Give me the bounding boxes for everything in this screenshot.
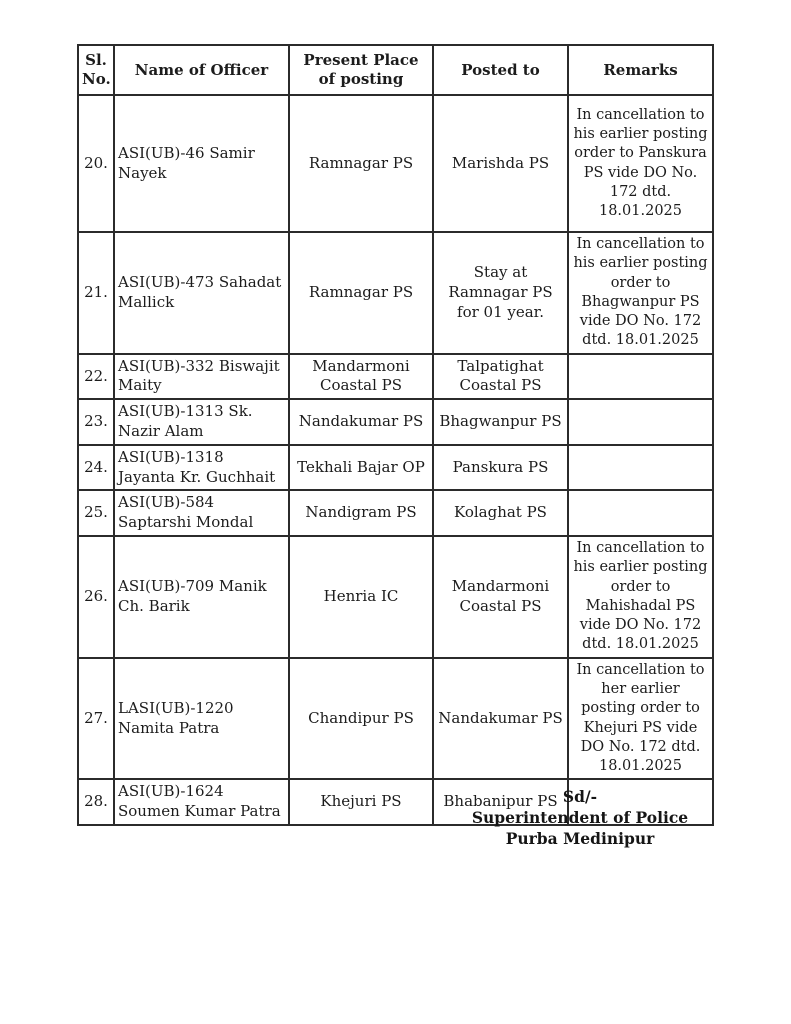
table-header (78, 45, 713, 95)
cell-posted-to: Bhagwanpur PS (433, 399, 568, 445)
cell-officer-name: ASI(UB)-709 Manik Ch. Barik (114, 536, 289, 658)
table-row (78, 95, 713, 232)
cell-sl-no: 21. (78, 232, 114, 354)
header-row (78, 45, 713, 95)
table-row (78, 445, 713, 491)
cell-officer-name: ASI(UB)-1313 Sk. Nazir Alam (114, 399, 289, 445)
cell-present-posting: Chandipur PS (289, 658, 433, 780)
signature-block (450, 786, 710, 849)
cell-officer-name: ASI(UB)-1624 Soumen Kumar Patra (114, 779, 289, 825)
cell-present-posting: Khejuri PS (289, 779, 433, 825)
cell-posted-to: Marishda PS (433, 95, 568, 232)
cell-officer-name: ASI(UB)-46 Samir Nayek (114, 95, 289, 232)
table-body (78, 95, 713, 825)
header-present-posting: Present Place of posting (289, 45, 433, 95)
cell-remarks: In cancellation to his earlier posting order to Panskura PS vide DO No. 172 dtd. 18.01.2025 (568, 95, 713, 232)
cell-sl-no: 27. (78, 658, 114, 780)
table-row (78, 232, 713, 354)
cell-sl-no: 24. (78, 445, 114, 491)
cell-posted-to: Stay at Ramnagar PS for 01 year. (433, 232, 568, 354)
cell-present-posting: Nandigram PS (289, 490, 433, 536)
header-remarks: Remarks (568, 45, 713, 95)
cell-posted-to: Nandakumar PS (433, 658, 568, 780)
cell-present-posting: Nandakumar PS (289, 399, 433, 445)
cell-sl-no: 22. (78, 354, 114, 400)
cell-officer-name: LASI(UB)-1220 Namita Patra (114, 658, 289, 780)
cell-sl-no: 20. (78, 95, 114, 232)
cell-posted-to: Mandarmoni Coastal PS (433, 536, 568, 658)
cell-sl-no: 25. (78, 490, 114, 536)
signature-sd: Sd/- (562, 787, 598, 806)
cell-remarks: In cancellation to her earlier posting order to Khejuri PS vide DO No. 172 dtd. 18.01.2025 (568, 658, 713, 780)
cell-remarks: In cancellation to his earlier posting order to Mahishadal PS vide DO No. 172 dtd. 18.01.2025 (568, 536, 713, 658)
cell-posted-to: Panskura PS (433, 445, 568, 491)
cell-remarks (568, 445, 713, 491)
cell-sl-no: 26. (78, 536, 114, 658)
cell-posted-to: Kolaghat PS (433, 490, 568, 536)
cell-remarks (568, 354, 713, 400)
header-posted-to: Posted to (433, 45, 568, 95)
cell-remarks (568, 399, 713, 445)
table-row (78, 399, 713, 445)
cell-officer-name: ASI(UB)-584 Saptarshi Mondal (114, 490, 289, 536)
cell-present-posting: Henria IC (289, 536, 433, 658)
header-officer-name: Name of Officer (114, 45, 289, 95)
cell-officer-name: ASI(UB)-332 Biswajit Maity (114, 354, 289, 400)
officer-posting-table (77, 44, 714, 826)
cell-present-posting: Mandarmoni Coastal PS (289, 354, 433, 400)
cell-present-posting: Ramnagar PS (289, 232, 433, 354)
signature-designation: Superintendent of Police (471, 808, 689, 827)
table-row (78, 354, 713, 400)
cell-present-posting: Tekhali Bajar OP (289, 445, 433, 491)
cell-posted-to: Talpatighat Coastal PS (433, 354, 568, 400)
cell-posted-to: Bhabanipur PS (433, 779, 568, 825)
cell-remarks: In cancellation to his earlier posting order to Bhagwanpur PS vide DO No. 172 dtd. 18.01.2025 (568, 232, 713, 354)
table-row (78, 658, 713, 780)
header-sl-no: Sl. No. (78, 45, 114, 95)
cell-present-posting: Ramnagar PS (289, 95, 433, 232)
table-row (78, 536, 713, 658)
cell-officer-name: ASI(UB)-1318 Jayanta Kr. Guchhait (114, 445, 289, 491)
cell-officer-name: ASI(UB)-473 Sahadat Mallick (114, 232, 289, 354)
cell-sl-no: 23. (78, 399, 114, 445)
table-row (78, 490, 713, 536)
signature-district: Purba Medinipur (505, 829, 655, 848)
cell-remarks (568, 490, 713, 536)
cell-sl-no: 28. (78, 779, 114, 825)
